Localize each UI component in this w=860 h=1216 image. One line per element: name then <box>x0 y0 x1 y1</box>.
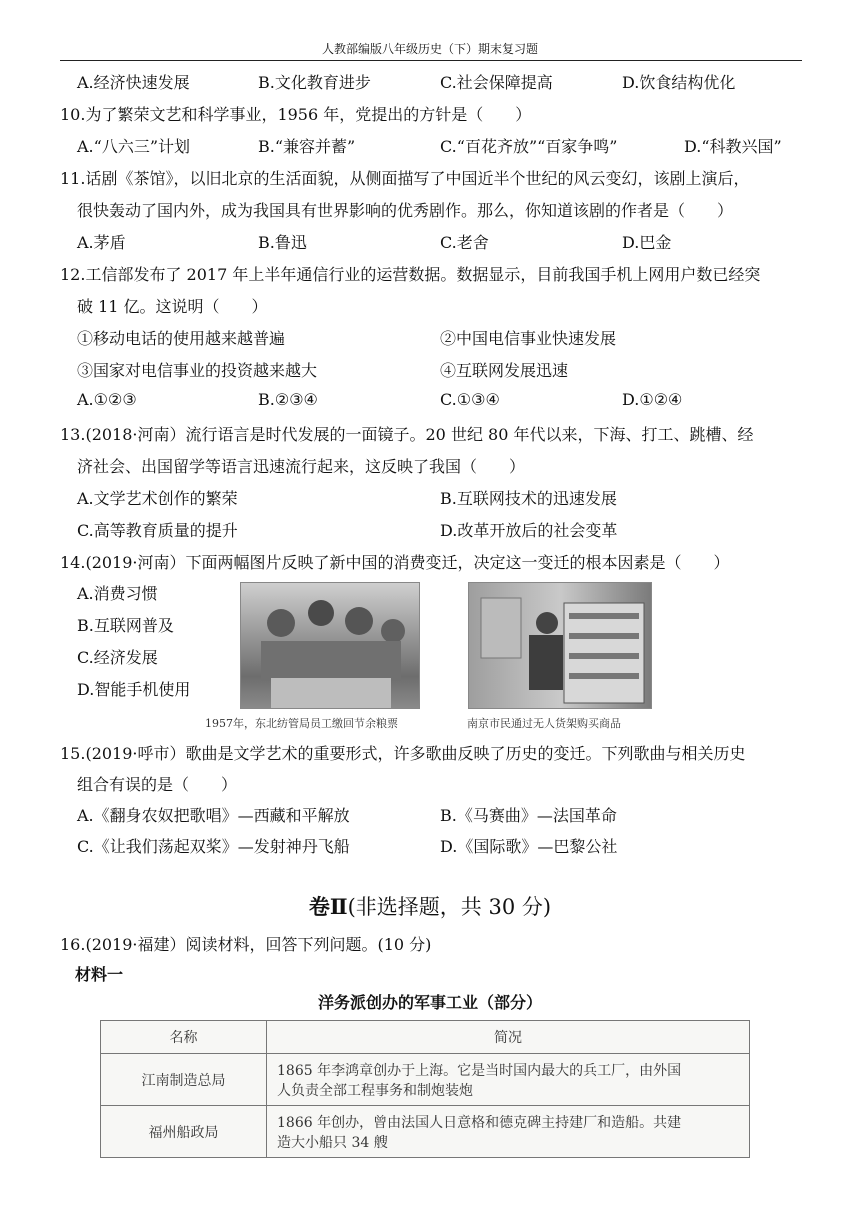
header-rule <box>60 60 802 61</box>
q10-stem: 10.为了繁荣文艺和科学事业，1956 年，党提出的方针是（ ） <box>60 105 532 124</box>
desc-line: 1865 年李鸿章创办于上海。它是当时国内最大的兵工厂，由外国 <box>277 1062 682 1079</box>
desc-line: 人负责全部工程事务和制炮装炮 <box>277 1082 473 1099</box>
photo-unmanned-shelf <box>468 582 652 709</box>
q9-option-d[interactable]: D.饮食结构优化 <box>622 73 736 92</box>
table-header-desc: 简况 <box>267 1021 750 1054</box>
q11-option-c[interactable]: C.老舍 <box>440 233 489 252</box>
q15-option-b[interactable]: B.《马赛曲》—法国革命 <box>440 806 617 825</box>
q12-option-c[interactable]: C.①③④ <box>440 390 500 409</box>
q14-option-d[interactable]: D.智能手机使用 <box>77 680 191 699</box>
caption-left: 1957年，东北纺管局员工缴回节余粮票 <box>205 717 398 730</box>
q12-option-d[interactable]: D.①②④ <box>622 390 683 409</box>
caption-right: 南京市民通过无人货架购买商品 <box>467 717 621 730</box>
photo-1957-ration-tickets <box>240 582 420 709</box>
q11-option-b[interactable]: B.鲁迅 <box>258 233 307 252</box>
q14-stem: 14.(2019·河南）下面两幅图片反映了新中国的消费变迁，决定这一变迁的根本因素是（ ） <box>60 553 730 572</box>
q9-option-c[interactable]: C.社会保障提高 <box>440 73 553 92</box>
q13-stem-line1: 13.(2018·河南）流行语言是时代发展的一面镜子。20 世纪 80 年代以来，下海、打工、跳槽、经 <box>60 425 754 444</box>
table-header-row <box>101 1021 750 1054</box>
q11-option-d[interactable]: D.巴金 <box>622 233 672 252</box>
q12-item-2: ②中国电信事业快速发展 <box>440 329 617 348</box>
q10-option-d[interactable]: D.“科教兴国” <box>684 137 782 156</box>
q15-stem-line2: 组合有误的是（ ） <box>77 775 238 794</box>
q12-stem-line1: 12.工信部发布了 2017 年上半年通信行业的运营数据。数据显示，目前我国手机上网用户数已经突 <box>60 265 761 284</box>
q14-option-c[interactable]: C.经济发展 <box>77 648 158 667</box>
table-cell-desc <box>267 1054 750 1106</box>
q12-option-b[interactable]: B.②③④ <box>258 390 318 409</box>
q12-item-4: ④互联网发展迅速 <box>440 361 569 380</box>
table-title: 洋务派创办的军事工业（部分） <box>317 993 542 1012</box>
desc-line: 造大小船只 34 艘 <box>277 1134 388 1151</box>
section-label: 卷Ⅱ <box>308 894 348 919</box>
q15-option-d[interactable]: D.《国际歌》—巴黎公社 <box>440 837 618 856</box>
q12-item-3: ③国家对电信事业的投资越来越大 <box>77 361 318 380</box>
desc-line: 1866 年创办，曾由法国人日意格和德克碑主持建厂和造船。共建 <box>277 1114 682 1131</box>
q15-option-c[interactable]: C.《让我们荡起双桨》—发射神丹飞船 <box>77 837 350 856</box>
table-header-name: 名称 <box>101 1021 267 1054</box>
q10-option-c[interactable]: C.“百花齐放”“百家争鸣” <box>440 137 618 156</box>
q12-option-a[interactable]: A.①②③ <box>77 390 137 409</box>
q15-option-a[interactable]: A.《翻身农奴把歌唱》—西藏和平解放 <box>77 806 350 825</box>
table-cell-desc <box>267 1106 750 1158</box>
q14-option-a[interactable]: A.消费习惯 <box>77 584 158 603</box>
page-header: 人教部编版八年级历史（下）期末复习题 <box>321 42 538 56</box>
q12-stem-line2: 破 11 亿。这说明（ ） <box>77 297 268 316</box>
military-industry-table <box>100 1020 750 1158</box>
q11-option-a[interactable]: A.茅盾 <box>77 233 126 252</box>
q11-stem-line1: 11.话剧《茶馆》，以旧北京的生活面貌，从侧面描写了中国近半个世纪的风云变幻，该剧上演后， <box>60 169 750 188</box>
table-cell-name: 福州船政局 <box>101 1106 267 1158</box>
q13-option-c[interactable]: C.高等教育质量的提升 <box>77 521 238 540</box>
table-row <box>101 1106 750 1158</box>
q11-stem-line2: 很快轰动了国内外，成为我国具有世界影响的优秀剧作。那么，你知道该剧的作者是（ ） <box>77 201 734 220</box>
q9-option-b[interactable]: B.文化教育进步 <box>258 73 371 92</box>
q13-option-a[interactable]: A.文学艺术创作的繁荣 <box>77 489 238 508</box>
section-subtitle: (非选择题，共 30 分) <box>347 895 552 919</box>
people-illustration-icon <box>241 583 419 708</box>
q16-stem: 16.(2019·福建）阅读材料，回答下列问题。(10 分) <box>60 935 432 954</box>
shelf-illustration-icon <box>469 583 651 708</box>
section-title <box>0 891 860 921</box>
q13-option-d[interactable]: D.改革开放后的社会变革 <box>440 521 618 540</box>
q10-option-b[interactable]: B.“兼容并蓄” <box>258 137 356 156</box>
q9-option-a[interactable]: A.经济快速发展 <box>77 73 190 92</box>
table-cell-name: 江南制造总局 <box>101 1054 267 1106</box>
q13-option-b[interactable]: B.互联网技术的迅速发展 <box>440 489 617 508</box>
q12-item-1: ①移动电话的使用越来越普遍 <box>77 329 286 348</box>
q15-stem-line1: 15.(2019·呼市）歌曲是文学艺术的重要形式，许多歌曲反映了历史的变迁。下列歌曲与相关历史 <box>60 744 746 763</box>
q14-option-b[interactable]: B.互联网普及 <box>77 616 174 635</box>
table-row <box>101 1054 750 1106</box>
material-label: 材料一 <box>75 965 124 984</box>
q10-option-a[interactable]: A.“八六三”计划 <box>77 137 191 156</box>
q13-stem-line2: 济社会、出国留学等语言迅速流行起来，这反映了我国（ ） <box>77 457 526 476</box>
